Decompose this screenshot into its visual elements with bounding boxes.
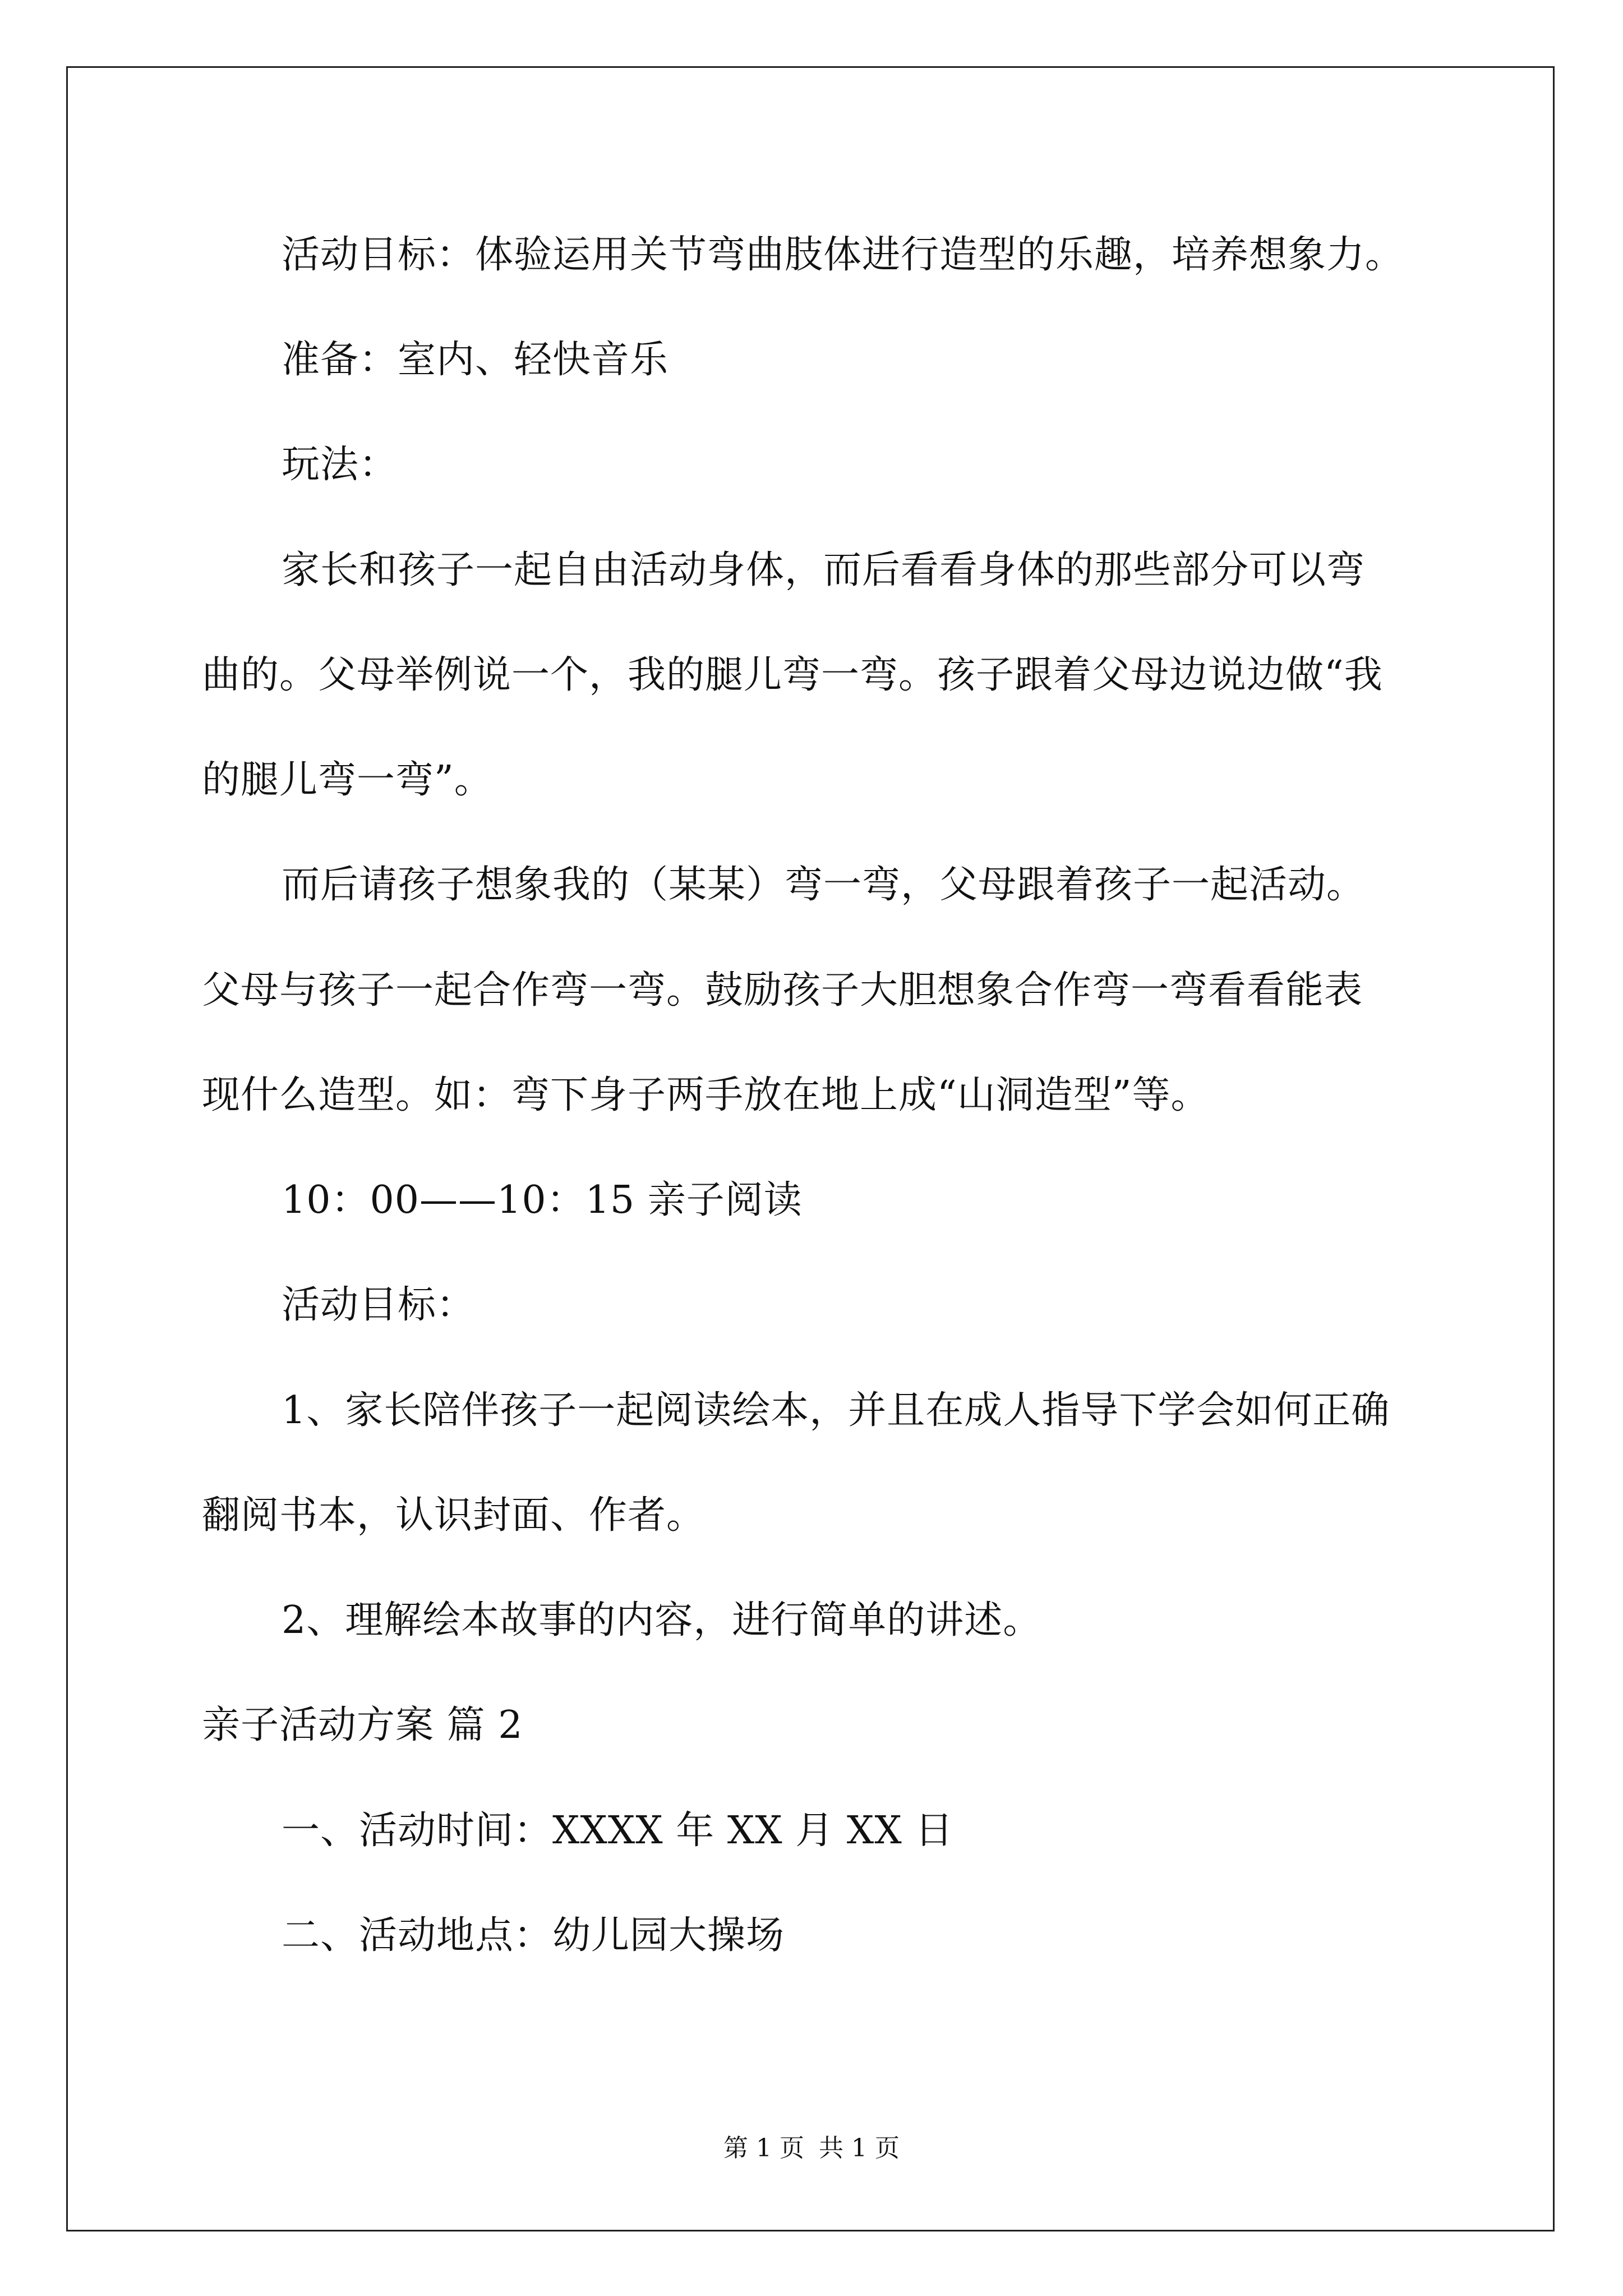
paragraph-line: 父母与孩子一起合作弯一弯。鼓励孩子大胆想象合作弯一弯看看能表 — [202, 968, 1363, 1013]
paragraph-line: 家长和孩子一起自由活动身体，而后看看身体的那些部分可以弯 — [282, 548, 1366, 592]
paragraph-play-method: 玩法： — [282, 443, 398, 487]
paragraph-activity-goal: 活动目标： — [282, 1283, 476, 1327]
paragraph-activity-location: 二、活动地点：幼儿园大操场 — [282, 1913, 785, 1958]
page-footer — [0, 2132, 1623, 2165]
page-number: 第 1 页 — [723, 2134, 804, 2162]
paragraph-line: 的腿儿弯一弯”。 — [202, 758, 493, 802]
page-total: 共 1 页 — [819, 2134, 900, 2162]
paragraph-line: 翻阅书本，认识封面、作者。 — [202, 1493, 706, 1538]
paragraph-line: 而后请孩子想象我的（某某）弯一弯，父母跟着孩子一起活动。 — [282, 863, 1366, 907]
paragraph-activity-time: 一、活动时间：XXXX 年 XX 月 XX 日 — [282, 1809, 954, 1853]
paragraph-line: 曲的。父母举例说一个，我的腿儿弯一弯。孩子跟着父母边说边做“我 — [202, 653, 1383, 697]
paragraph-goal-item: 2、理解绘本故事的内容，进行简单的讲述。 — [282, 1598, 1042, 1642]
paragraph-activity-goal: 活动目标：体验运用关节弯曲肢体进行造型的乐趣，培养想象力。 — [282, 233, 1404, 277]
section-heading: 亲子活动方案 篇 2 — [202, 1703, 523, 1747]
paragraph-goal-item: 1、家长陪伴孩子一起阅读绘本，并且在成人指导下学会如何正确 — [282, 1388, 1390, 1433]
paragraph-line: 现什么造型。如：弯下身子两手放在地上成“山洞造型”等。 — [202, 1073, 1210, 1117]
paragraph-schedule-reading: 10：00——10：15 亲子阅读 — [282, 1178, 803, 1222]
paragraph-preparation: 准备：室内、轻快音乐 — [282, 338, 669, 382]
